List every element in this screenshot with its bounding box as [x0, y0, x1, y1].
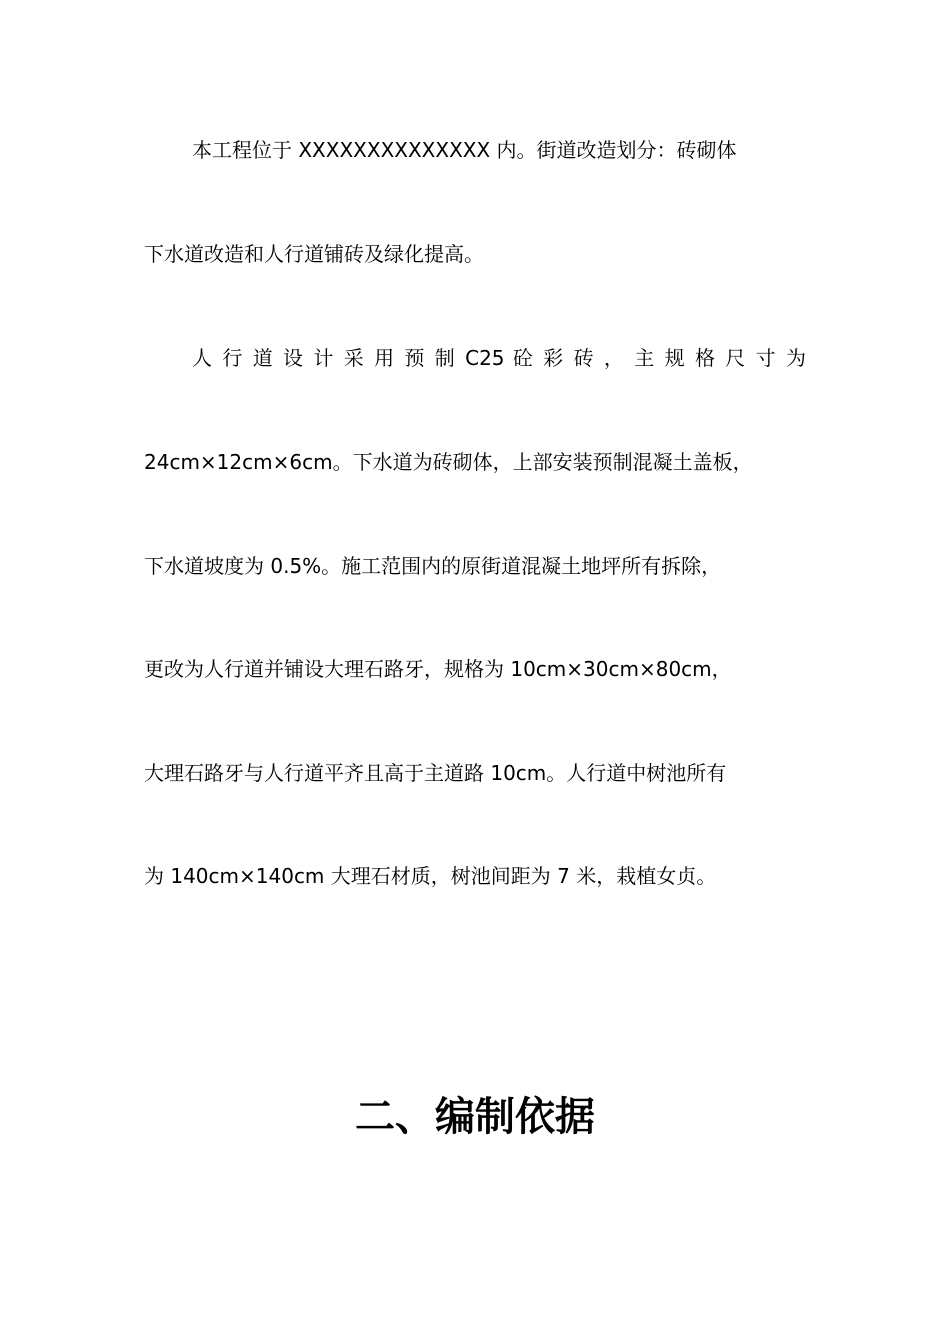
paragraph-1-line-2: 下水道改造和人行道铺砖及绿化提高。	[144, 242, 484, 266]
section-heading: 二、编制依据	[355, 1094, 595, 1140]
paragraph-2-line-3: 下水道坡度为 0.5%。施工范围内的原街道混凝土地坪所有拆除，	[144, 554, 722, 578]
paragraph-1-line-1: 本工程位于 XXXXXXXXXXXXXX 内。街道改造划分：砖砌体	[192, 138, 737, 162]
paragraph-2-line-5: 大理石路牙与人行道平齐且高于主道路 10cm。人行道中树池所有	[144, 761, 727, 785]
paragraph-2-line-2: 24cm×12cm×6cm。下水道为砖砌体，上部安装预制混凝土盖板，	[144, 450, 753, 474]
paragraph-2-line-4: 更改为人行道并铺设大理石路牙，规格为 10cm×30cm×80cm，	[144, 657, 732, 681]
paragraph-2-line-1: 人 行 道 设 计 采 用 预 制 C25 砼 彩 砖 ， 主 规 格 尺 寸 为	[192, 346, 806, 370]
paragraph-2-line-6: 为 140cm×140cm 大理石材质，树池间距为 7 米，栽植女贞。	[144, 864, 717, 888]
